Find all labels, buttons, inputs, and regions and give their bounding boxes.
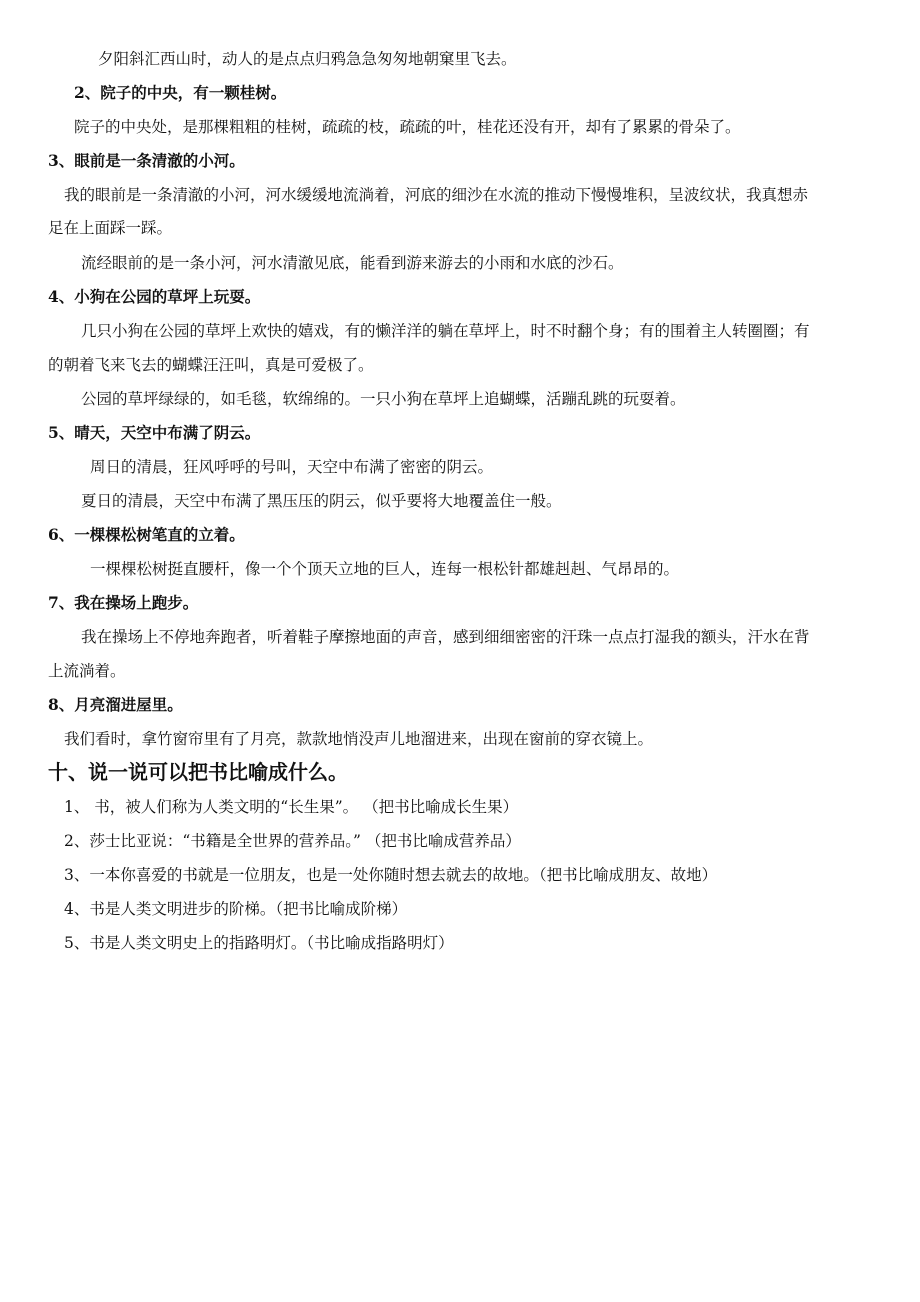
item-8-heading: 8、月亮溜进屋里。 [48, 695, 183, 714]
book-metaphor-item-1: 1、 书，被人们称为人类文明的“长生果”。 （把书比喻成长生果） [64, 798, 519, 816]
item-7-paragraph-line-1: 我在操场上不停地奔跑者，听着鞋子摩擦地面的声音，感到细细密密的汗珠一点点打湿我的额头，汗水在背 [81, 628, 810, 646]
book-metaphor-item-4: 4、书是人类文明进步的阶梯。（把书比喻成阶梯） [64, 900, 408, 918]
item-7-paragraph-line-2: 上流淌着。 [48, 662, 126, 680]
item-4-paragraph-2: 公园的草坪绿绿的，如毛毯，软绵绵的。一只小狗在草坪上追蝴蝶，活蹦乱跳的玩耍着。 [81, 390, 686, 408]
item-3-paragraph-2: 流经眼前的是一条小河，河水清澈见底，能看到游来游去的小雨和水底的沙石。 [81, 254, 624, 272]
item-2-paragraph: 院子的中央处，是那棵粗粗的桂树，疏疏的枝，疏疏的叶，桂花还没有开，却有了累累的骨朵了。 [74, 118, 741, 136]
item-7-heading: 7、我在操场上跑步。 [48, 593, 199, 612]
item-3-paragraph-1-line-1: 我的眼前是一条清澈的小河，河水缓缓地流淌着，河底的细沙在水流的推动下慢慢堆积，呈波纹状，我真想赤 [64, 186, 809, 204]
item-6-paragraph: 一棵棵松树挺直腰杆，像一个个顶天立地的巨人，连每一根松针都雄赳赳、气昂昂的。 [90, 560, 680, 578]
item-5-heading: 5、晴天，天空中布满了阴云。 [48, 423, 261, 442]
item-4-paragraph-1-line-2: 的朝着飞来飞去的蝴蝶汪汪叫，真是可爱极了。 [48, 356, 374, 374]
item-3-paragraph-1-line-2: 足在上面踩一踩。 [48, 219, 173, 237]
item-2-heading: 2、院子的中央，有一颗桂树。 [74, 83, 287, 102]
book-metaphor-item-5: 5、书是人类文明史上的指路明灯。（书比喻成指路明灯） [64, 934, 454, 952]
item-4-heading: 4、小狗在公园的草坪上玩耍。 [48, 287, 261, 306]
book-metaphor-item-3: 3、一本你喜爱的书就是一位朋友，也是一处你随时想去就去的故地。（把书比喻成朋友、故地） [64, 866, 718, 884]
item-8-paragraph: 我们看时，拿竹窗帘里有了月亮，款款地悄没声儿地溜进来，出现在窗前的穿衣镜上。 [64, 730, 654, 748]
item-6-heading: 6、一棵棵松树笔直的立着。 [48, 525, 245, 544]
item-5-paragraph-1: 周日的清晨，狂风呼呼的号叫，天空中布满了密密的阴云。 [90, 458, 494, 476]
item-3-heading: 3、眼前是一条清澈的小河。 [48, 151, 245, 170]
section-10-heading: 十、说一说可以把书比喻成什么。 [48, 760, 348, 784]
book-metaphor-item-2: 2、莎士比亚说：“书籍是全世界的营养品。” （把书比喻成营养品） [64, 832, 521, 850]
item-4-paragraph-1-line-1: 几只小狗在公园的草坪上欢快的嬉戏，有的懒洋洋的躺在草坪上，时不时翻个身；有的围着主人转圈圈；有 [81, 322, 810, 340]
item-5-paragraph-2: 夏日的清晨，天空中布满了黑压压的阴云，似乎要将大地覆盖住一般。 [81, 492, 562, 510]
intro-line: 夕阳斜汇西山时，动人的是点点归鸦急急匆匆地朝窠里飞去。 [98, 50, 517, 68]
